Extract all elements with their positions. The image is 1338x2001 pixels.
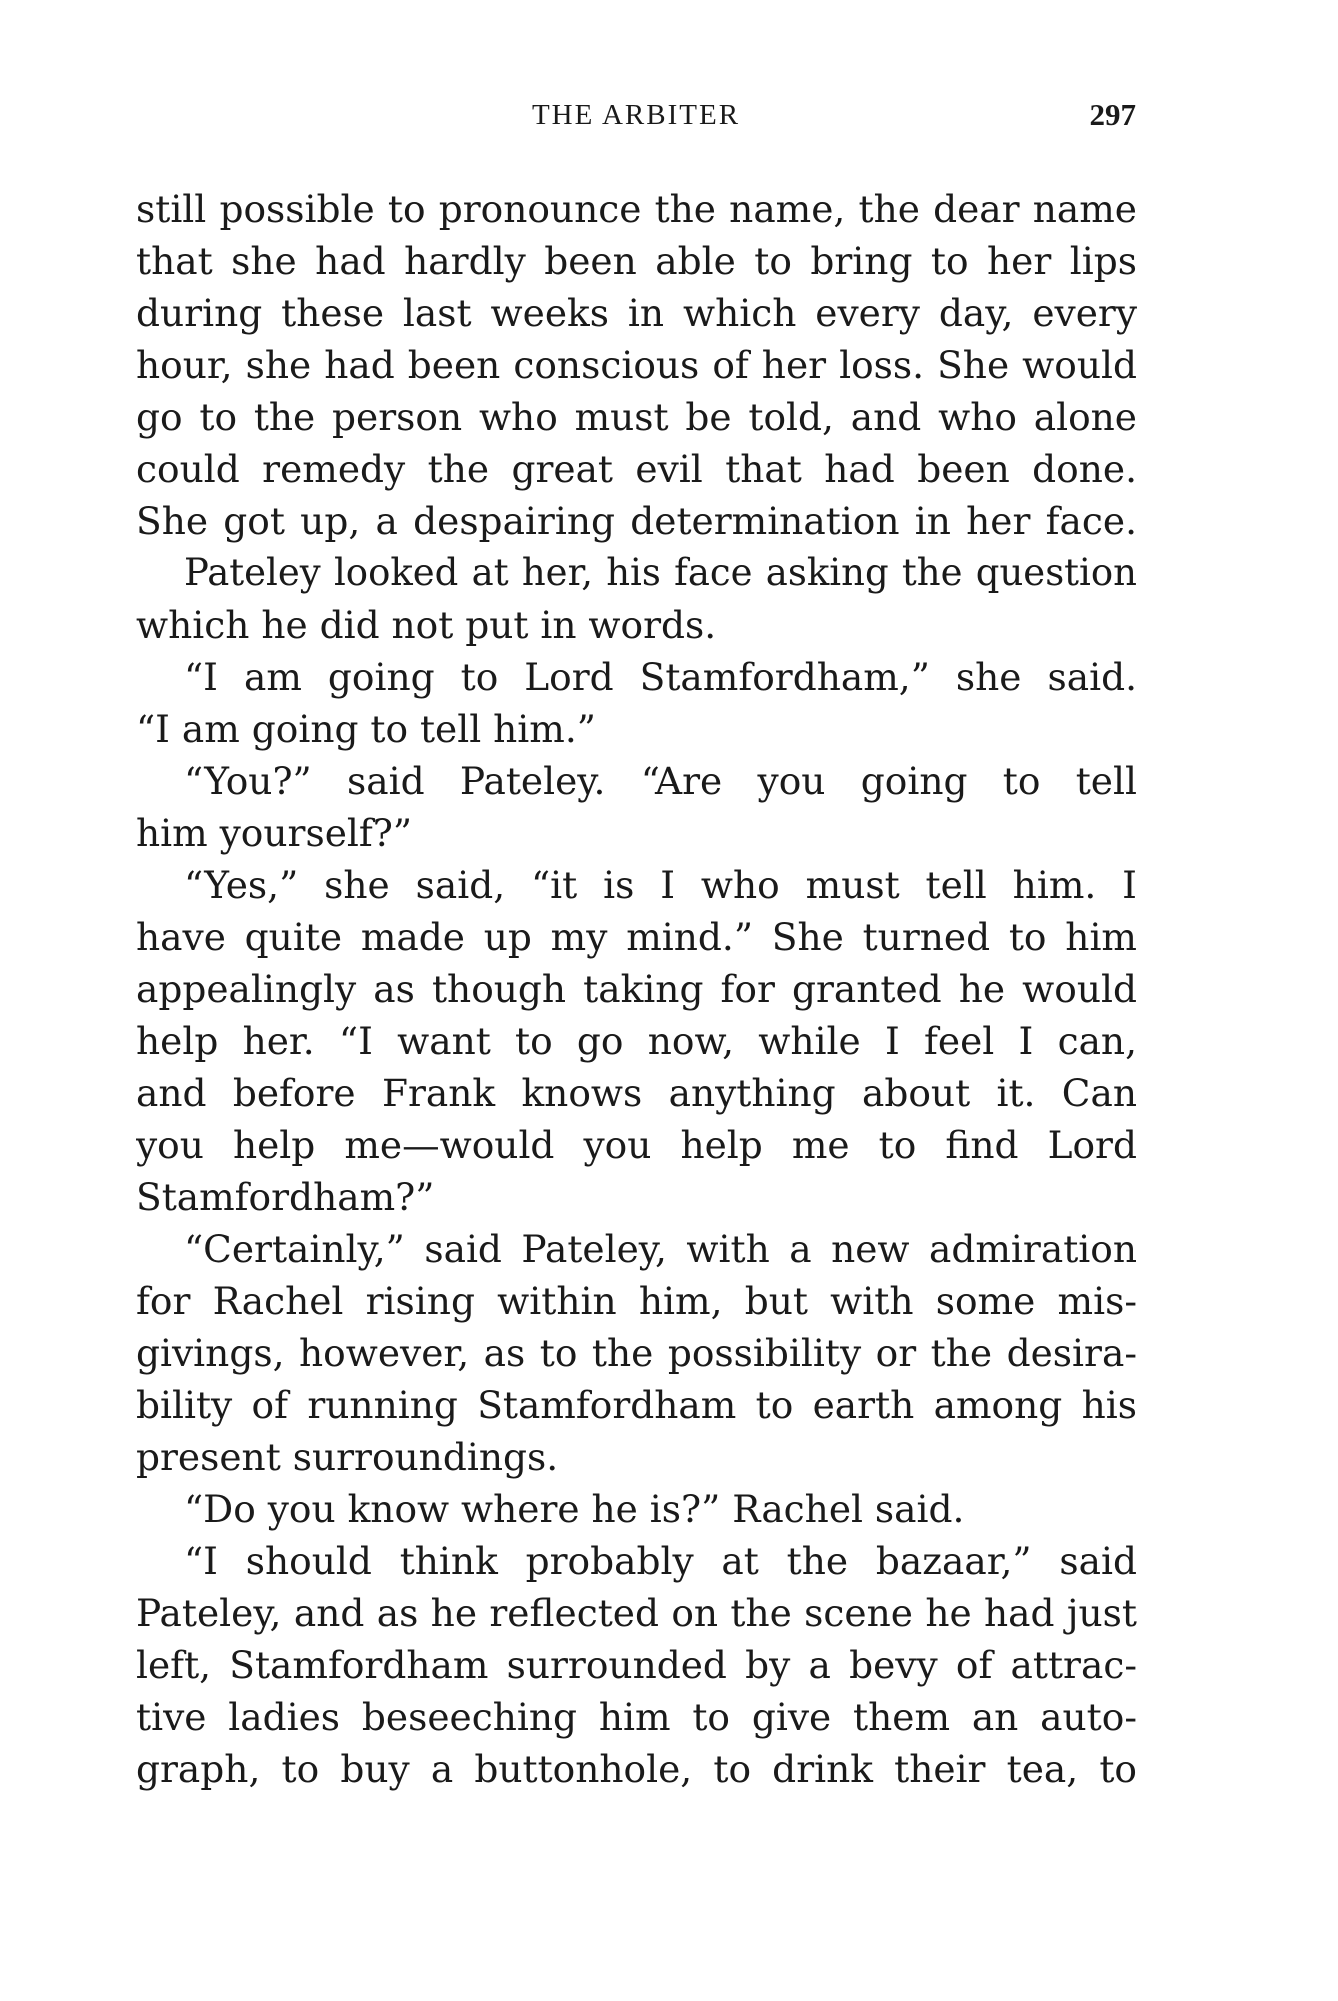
text-line: bility of running Stamfordham to earth among his (136, 1383, 1137, 1427)
running-head (136, 95, 1136, 135)
running-title: THE ARBITER (531, 99, 741, 131)
text-line: appealingly as though taking for granted he would (136, 967, 1137, 1011)
text-line: tive ladies beseeching him to give them an auto- (136, 1695, 1137, 1739)
text-line: “I am going to tell him.” (136, 707, 596, 751)
text-line: Pateley looked at her, his face asking the question (184, 551, 1137, 594)
page-number: 297 (1089, 97, 1136, 132)
text-line: “Certainly,” said Pateley, with a new admiration (184, 1227, 1137, 1271)
text-line: could remedy the great evil that had been done. (136, 447, 1137, 491)
text-line: help her. “I want to go now, while I feel I can, (136, 1019, 1137, 1063)
text-line: Pateley, and as he reflected on the scene he had just (136, 1591, 1137, 1635)
text-line: “I am going to Lord Stamfordham,” she said. (184, 655, 1137, 699)
text-line: “You?” said Pateley. “Are you going to tell (184, 759, 1137, 803)
text-line: She got up, a despairing determination in her face. (136, 499, 1137, 543)
text-line: and before Frank knows anything about it. Can (136, 1071, 1137, 1115)
text-line: for Rachel rising within him, but with some mis- (136, 1279, 1137, 1323)
text-line: left, Stamfordham surrounded by a bevy of attrac- (136, 1643, 1137, 1687)
text-line: present surroundings. (136, 1435, 559, 1479)
text-line: still possible to pronounce the name, the dear name (136, 187, 1137, 231)
text-line: graph, to buy a buttonhole, to drink their tea, to (136, 1747, 1137, 1791)
text-line: hour, she had been conscious of her loss. She would (136, 343, 1137, 387)
text-line: during these last weeks in which every day, every (136, 291, 1137, 335)
text-line: him yourself?” (136, 811, 413, 855)
text-line: have quite made up my mind.” She turned to him (136, 915, 1137, 959)
text-line: “I should think probably at the bazaar,” said (184, 1539, 1137, 1583)
text-line: “Do you know where he is?” Rachel said. (184, 1487, 965, 1531)
body-text (136, 183, 1137, 1795)
text-line: “Yes,” she said, “it is I who must tell him. I (184, 863, 1137, 907)
text-line: which he did not put in words. (136, 603, 717, 647)
text-line: that she had hardly been able to bring to her lips (136, 239, 1137, 283)
text-line: Stamfordham?” (136, 1175, 435, 1219)
text-line: go to the person who must be told, and who alone (136, 395, 1137, 439)
text-line: givings, however, as to the possibility or the desira- (136, 1331, 1137, 1375)
text-line: you help me—would you help me to find Lord (136, 1123, 1137, 1167)
